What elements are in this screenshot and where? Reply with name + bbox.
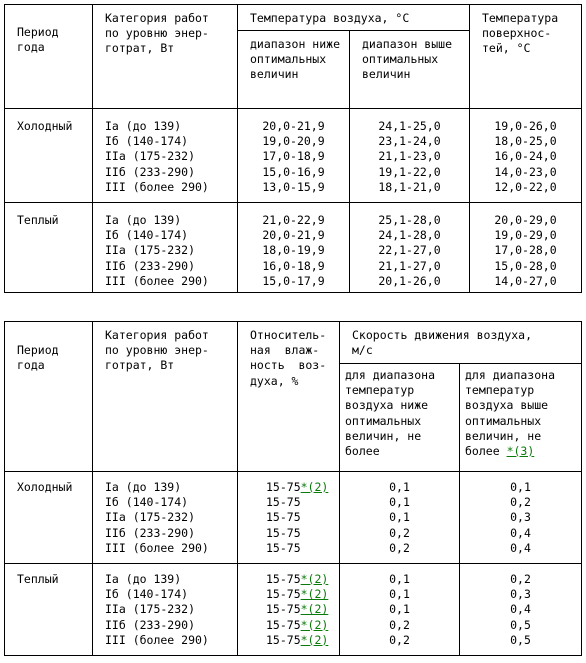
t1-header-below — [238, 31, 350, 109]
t2-body — [5, 472, 582, 656]
surface-temp-list — [470, 203, 581, 289]
humidity-list-cell — [238, 564, 340, 656]
temp-below-list — [238, 109, 349, 195]
header-line: готрат, Вт — [105, 358, 175, 373]
list-item — [266, 480, 334, 495]
list-item: 19,0-20,9 — [262, 134, 325, 149]
t2-header-speed — [340, 322, 582, 364]
header-word: более — [465, 443, 500, 458]
header-line: величин, не — [465, 428, 542, 443]
header-line: года — [17, 40, 45, 55]
humidity-value: 15-75 — [266, 495, 301, 510]
table-row — [5, 203, 582, 293]
speed-below-list — [340, 564, 459, 648]
list-item: 0,2 — [389, 540, 410, 555]
footnote-2-link[interactable]: *(2) — [300, 617, 329, 632]
list-item: 13,0-15,9 — [262, 179, 325, 194]
list-item: IIа (175-232) — [105, 602, 196, 617]
list-item: 0,3 — [510, 587, 531, 602]
temp-below-list — [238, 203, 349, 289]
speed-below-list-cell — [340, 564, 460, 656]
list-item: 0,2 — [389, 525, 410, 540]
list-item: 0,1 — [510, 480, 531, 494]
list-item: 20,0-29,0 — [494, 213, 557, 227]
header-line — [465, 444, 576, 459]
header-line: по уровню энер- — [105, 343, 209, 358]
humidity-value: 15-75 — [266, 602, 301, 617]
list-item — [266, 587, 334, 602]
header-line: духа, % — [250, 373, 299, 388]
list-item — [266, 618, 334, 633]
header-line: поверхнос- — [482, 26, 552, 41]
list-item: 18,1-21,0 — [378, 179, 441, 194]
header-line: оптимальных — [362, 52, 439, 67]
list-item: 0,1 — [389, 510, 410, 525]
list-item — [266, 510, 334, 525]
list-item: IIб (233-290) — [105, 258, 196, 273]
header-line: Период — [17, 25, 59, 39]
header-line: ная влаж- — [250, 343, 320, 358]
t1-header-period — [5, 5, 93, 109]
list-item — [266, 572, 334, 587]
header-line: для диапазона — [465, 368, 556, 382]
header-line: м/с — [352, 343, 373, 358]
list-item: Iб (140-174) — [105, 228, 189, 243]
footnote-3-link[interactable]: *(3) — [506, 443, 535, 458]
list-item: 0,2 — [510, 495, 531, 510]
list-item: 0,2 — [389, 617, 410, 632]
header-line: Скорость движения воздуха, — [352, 328, 533, 342]
header-line: величин — [250, 67, 299, 82]
t2-header-category — [93, 322, 238, 472]
t1-header-category — [93, 5, 238, 109]
header-line: готрат, Вт — [105, 41, 175, 56]
t2-header-below — [340, 364, 460, 472]
header-line: оптимальных — [345, 413, 422, 428]
period-cell — [5, 564, 93, 656]
period-label: Теплый — [17, 572, 59, 586]
period-label: Холодный — [17, 480, 73, 494]
list-item: Iа (до 139) — [105, 213, 182, 227]
list-item: 18,0-19,9 — [262, 243, 325, 258]
header-line: Период — [17, 343, 59, 357]
list-item: III (более 290) — [105, 540, 209, 555]
list-item: 0,3 — [510, 510, 531, 525]
table-row — [5, 109, 582, 203]
t1-header-above — [350, 31, 470, 109]
header-line: Относитель- — [250, 328, 327, 342]
header-line: диапазон выше — [362, 37, 453, 51]
humidity-value: 15-75 — [266, 510, 301, 525]
list-item: 19,0-26,0 — [494, 119, 557, 133]
period-cell — [5, 472, 93, 564]
list-item: 21,1-23,0 — [378, 149, 441, 164]
list-item: 0,1 — [389, 495, 410, 510]
list-item: Iб (140-174) — [105, 134, 189, 149]
list-item: 0,5 — [510, 632, 531, 647]
list-item — [266, 495, 334, 510]
humidity-list-cell — [238, 472, 340, 564]
humidity-value: 15-75 — [266, 572, 301, 586]
temp-below-list-cell — [238, 203, 350, 293]
list-item: 0,1 — [389, 602, 410, 617]
humidity-value: 15-75 — [266, 480, 301, 494]
list-item: 24,1-28,0 — [378, 228, 441, 243]
header-line: Температура — [482, 11, 559, 25]
list-item: 17,0-18,9 — [262, 149, 325, 164]
humidity-list — [238, 472, 339, 556]
table-row — [5, 472, 582, 564]
humidity-value: 15-75 — [266, 617, 301, 632]
list-item: 0,2 — [389, 632, 410, 647]
list-item: 15,0-16,9 — [262, 164, 325, 179]
speed-above-list-cell — [460, 564, 582, 656]
list-item: 0,5 — [510, 617, 531, 632]
footnote-2-link[interactable]: *(2) — [300, 480, 329, 494]
list-item: 16,0-18,9 — [262, 258, 325, 273]
humidity-value: 15-75 — [266, 525, 301, 540]
list-item: Iа (до 139) — [105, 572, 182, 586]
list-item: IIб (233-290) — [105, 617, 196, 632]
footnote-2-link[interactable]: *(2) — [300, 572, 329, 586]
speed-above-list-cell — [460, 472, 582, 564]
speed-above-list — [460, 564, 581, 648]
t1-header-air-temp — [238, 5, 470, 31]
temp-below-list-cell — [238, 109, 350, 203]
category-list-cell — [93, 472, 238, 564]
header-line: более — [345, 443, 380, 458]
period-label: Холодный — [17, 119, 73, 133]
header-line: Категория работ — [105, 11, 209, 25]
list-item: 15,0-17,9 — [262, 273, 325, 288]
list-item: 14,0-23,0 — [494, 164, 557, 179]
humidity-list — [238, 564, 339, 648]
surface-temp-list-cell — [470, 203, 582, 293]
list-item — [266, 541, 334, 556]
t2-header-above — [460, 364, 582, 472]
list-item: IIа (175-232) — [105, 149, 196, 164]
speed-below-list — [340, 472, 459, 556]
footnote-2-link[interactable]: *(2) — [300, 587, 329, 602]
list-item: Iб (140-174) — [105, 587, 189, 602]
speed-below-list-cell — [340, 472, 460, 564]
header-line: тей, °С — [482, 41, 531, 56]
temp-above-list-cell — [350, 203, 470, 293]
category-list — [93, 472, 237, 556]
t1-header-surface — [470, 5, 582, 109]
list-item: 20,1-26,0 — [378, 273, 441, 288]
list-item: 0,1 — [389, 587, 410, 602]
speed-above-list — [460, 472, 581, 556]
t2-header-humidity — [238, 322, 340, 472]
header-line: оптимальных — [465, 413, 542, 428]
list-item: Iб (140-174) — [105, 495, 189, 510]
category-list-cell — [93, 564, 238, 656]
period-label: Теплый — [17, 213, 59, 227]
header-line: года — [17, 358, 45, 373]
list-item: Iа (до 139) — [105, 480, 182, 494]
list-item: 0,1 — [389, 480, 410, 494]
temp-above-list — [350, 109, 469, 195]
temp-above-list-cell — [350, 109, 470, 203]
period-cell — [5, 203, 93, 293]
list-item: 12,0-22,0 — [494, 179, 557, 194]
list-item: Iа (до 139) — [105, 119, 182, 133]
list-item: IIа (175-232) — [105, 243, 196, 258]
category-list — [93, 203, 237, 289]
header-line: температур — [345, 383, 415, 398]
list-item: 25,1-28,0 — [378, 213, 441, 227]
category-list — [93, 564, 237, 648]
list-item: 0,1 — [389, 572, 410, 586]
header-line: ность воз- — [250, 358, 327, 373]
humidity-value: 15-75 — [266, 587, 301, 602]
list-item: 17,0-28,0 — [494, 243, 557, 258]
list-item: 18,0-25,0 — [494, 134, 557, 149]
period-cell — [5, 109, 93, 203]
category-list-cell — [93, 203, 238, 293]
t2-header-period — [5, 322, 93, 472]
header-line: величин, не — [345, 428, 422, 443]
header-line: температур — [465, 383, 535, 398]
list-item: 16,0-24,0 — [494, 149, 557, 164]
humidity-air-speed-table — [4, 321, 582, 656]
list-item: 24,1-25,0 — [378, 119, 441, 133]
list-item — [266, 526, 334, 541]
footnote-2-link[interactable]: *(2) — [300, 632, 329, 647]
list-item: 14,0-27,0 — [494, 273, 557, 288]
list-item: 15,0-28,0 — [494, 258, 557, 273]
list-item: 19,0-29,0 — [494, 228, 557, 243]
list-item: 0,4 — [510, 525, 531, 540]
list-item: III (более 290) — [105, 179, 209, 194]
list-item — [266, 602, 334, 617]
header-line: величин — [362, 67, 411, 82]
air-temperature-table — [4, 4, 582, 293]
list-item: 20,0-21,9 — [262, 119, 325, 133]
list-item: III (более 290) — [105, 632, 209, 647]
list-item — [266, 633, 334, 648]
header-line: диапазон ниже — [250, 37, 341, 51]
list-item: 23,1-24,0 — [378, 134, 441, 149]
temp-above-list — [350, 203, 469, 289]
list-item: 22,1-27,0 — [378, 243, 441, 258]
list-item: IIа (175-232) — [105, 510, 196, 525]
humidity-value: 15-75 — [266, 632, 301, 647]
humidity-value: 15-75 — [266, 540, 301, 555]
header-line: воздуха ниже — [345, 398, 429, 413]
list-item: 0,4 — [510, 540, 531, 555]
header-text: Температура воздуха, °С — [250, 11, 410, 25]
list-item: IIб (233-290) — [105, 525, 196, 540]
header-line: Категория работ — [105, 328, 209, 342]
header-line: для диапазона — [345, 368, 436, 382]
list-item: 19,1-22,0 — [378, 164, 441, 179]
category-list — [93, 109, 237, 195]
table-row — [5, 564, 582, 656]
list-item: III (более 290) — [105, 273, 209, 288]
list-item: 20,0-21,9 — [262, 228, 325, 243]
header-line: воздуха выше — [465, 398, 549, 413]
surface-temp-list — [470, 109, 581, 195]
header-line: оптимальных — [250, 52, 327, 67]
t1-body — [5, 109, 582, 293]
header-line: по уровню энер- — [105, 26, 209, 41]
list-item: 0,4 — [510, 602, 531, 617]
surface-temp-list-cell — [470, 109, 582, 203]
list-item: 0,2 — [510, 572, 531, 586]
footnote-2-link[interactable]: *(2) — [300, 602, 329, 617]
list-item: IIб (233-290) — [105, 164, 196, 179]
category-list-cell — [93, 109, 238, 203]
list-item: 21,1-27,0 — [378, 258, 441, 273]
list-item: 21,0-22,9 — [262, 213, 325, 227]
